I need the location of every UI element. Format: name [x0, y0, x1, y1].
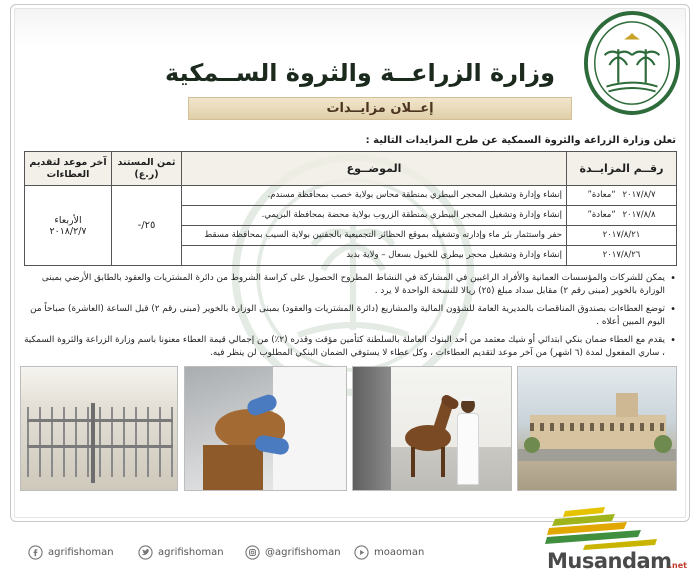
header-price-label: ثمن المستند	[117, 156, 176, 168]
list-item	[24, 334, 676, 360]
condition-text: توضع العطاءات بصندوق المناقصات بالمديرية العامة للشؤون المالية والمشاريع (دائرة المشتريات والعقود) بمبنى الوزارة بالخوير (مبنى رقم ٢) قبل الساعة (العاشرة) صباحاً من اليوم المبين أعلاه .	[30, 304, 665, 327]
auction-number: ٢٠١٧/٨/٢١	[602, 230, 641, 240]
auction-number-cell	[567, 226, 677, 246]
deadline-day: الأربعاء	[54, 214, 82, 226]
bullet-icon: •	[670, 335, 676, 346]
horse-leg	[411, 447, 415, 477]
twitter-handle: agrifishoman	[158, 546, 224, 558]
list-item	[24, 272, 676, 298]
condition-text: يمكن للشركات والمؤسسات العمانية والأفراد الراغبين في المشاركة في النشاط المطروح الحصول على كراسة الشروط من دائرة المشتريات والعقود بالطابق الأرضي بمبنى الوزارة بالخوير (مبنى رقم ٢) مقابل سداد مبلغ (٢٥) ريالا للنسخة الواحدة لا يرد .	[41, 273, 665, 296]
ministry-title: وزارة الزراعــة والثروة الســمكية	[164, 59, 555, 87]
deadline-cell	[25, 186, 112, 266]
reissued-note: “معادة”	[587, 190, 616, 200]
facebook-handle: agrifishoman	[48, 546, 114, 558]
ministry-logo	[583, 10, 681, 116]
horse-photo	[352, 366, 512, 491]
building-windows	[530, 423, 666, 431]
pen-rail	[27, 445, 173, 448]
facebook-link	[28, 543, 114, 561]
twitter-link	[138, 543, 224, 561]
youtube-link	[354, 543, 424, 561]
condition-text: يقدم مع العطاء ضمان بنكي ابتدائي أو شيك معتمد من أحد البنوك العاملة بالسلطنة كتأمين مؤقت وقدره (٢٪) من إجمالي قيمة العطاء معنونا باسم وزارة الزراعة والثروة السمكية ، ساري المفعول لمدة (٦ اشهر) من آخر موعد لتقديم العطاءات ، وكل عطاء لا يستوفي الضمان البنكي المطلوب لن ينظر فيه.	[24, 335, 665, 358]
auction-number-cell	[567, 186, 677, 206]
shed-roof	[21, 367, 178, 401]
auction-number-cell	[567, 246, 677, 266]
header-subject: الموضــوع	[182, 152, 567, 186]
musandam-name: Musandam	[547, 549, 672, 573]
table-header-row	[25, 152, 677, 186]
youtube-handle: moaoman	[374, 546, 425, 558]
building-photo	[517, 366, 677, 491]
musandam-stripes-logo	[545, 505, 665, 551]
building-tower	[616, 393, 638, 417]
pen-rail	[27, 419, 173, 422]
goat-photo	[184, 366, 347, 491]
intro-text: تعلن وزارة الزراعة والثروة السمكية عن طرح المزايدات التالية :	[365, 135, 676, 146]
conditions-list	[24, 272, 676, 365]
reissued-note: “معادة”	[587, 210, 616, 220]
bullet-icon: •	[670, 304, 676, 315]
auction-number-cell	[567, 206, 677, 226]
twitter-icon	[138, 545, 153, 560]
bullet-icon: •	[670, 273, 676, 284]
instagram-icon	[245, 545, 260, 560]
auctions-table	[24, 151, 677, 266]
tree	[654, 435, 672, 453]
auction-subject: إنشاء وإدارة وتشغيل المحجر البيطري بمنطقة الزروب بولاية محضة بمحافظة البريمي.	[182, 206, 567, 226]
announcement-subtitle: إعــلان مزايــدات	[188, 97, 572, 120]
pen-post	[91, 403, 95, 483]
animal-pens-photo	[20, 366, 178, 491]
document-price: ٢٥/-	[112, 186, 182, 266]
auction-subject: إنشاء وإدارة وتشغيل المحجر البيطري بمنطقة محاس بولاية خصب بمحافظة مسندم.	[182, 186, 567, 206]
instagram-link	[245, 543, 341, 561]
man-cap	[461, 395, 475, 401]
auction-number: ٢٠١٧/٨/٨	[622, 210, 656, 220]
auction-number: ٢٠١٧/٨/٢٦	[602, 250, 641, 260]
auction-subject: إنشاء وإدارة وتشغيل محجر بيطري للخيول بسعال – ولاية بدبد	[182, 246, 567, 266]
musandam-suffix: .net	[669, 561, 687, 570]
instagram-handle: @agrifishoman	[265, 546, 341, 558]
pen-bars	[27, 407, 173, 477]
musandam-watermark	[545, 505, 697, 577]
list-item	[24, 303, 676, 329]
deadline-date: ٢٠١٨/٢/٧	[49, 225, 87, 237]
facebook-icon	[28, 545, 43, 560]
header-price-unit: (ر.ع)	[134, 168, 159, 180]
auction-number: ٢٠١٧/٨/٧	[622, 190, 656, 200]
tree	[524, 437, 540, 453]
header-document-price	[112, 152, 182, 186]
auction-subject: حفر واستثمار بئر ماء وإدارته وتشغيله بموقع الحظائر التجميعية بالجفنين بولاية السيب بمحافظة مسقط	[182, 226, 567, 246]
horse-leg	[441, 447, 445, 477]
goat-neck	[203, 445, 263, 491]
youtube-icon	[354, 545, 369, 560]
table-row	[25, 186, 677, 206]
perimeter-wall	[518, 449, 677, 461]
building-wall	[530, 415, 666, 449]
stable-doorway	[353, 367, 391, 491]
header-auction-number: رقــم المزايــدة	[567, 152, 677, 186]
man-robe	[457, 413, 479, 485]
header-deadline: آخر موعد لتقديم العطاءات	[25, 152, 112, 186]
